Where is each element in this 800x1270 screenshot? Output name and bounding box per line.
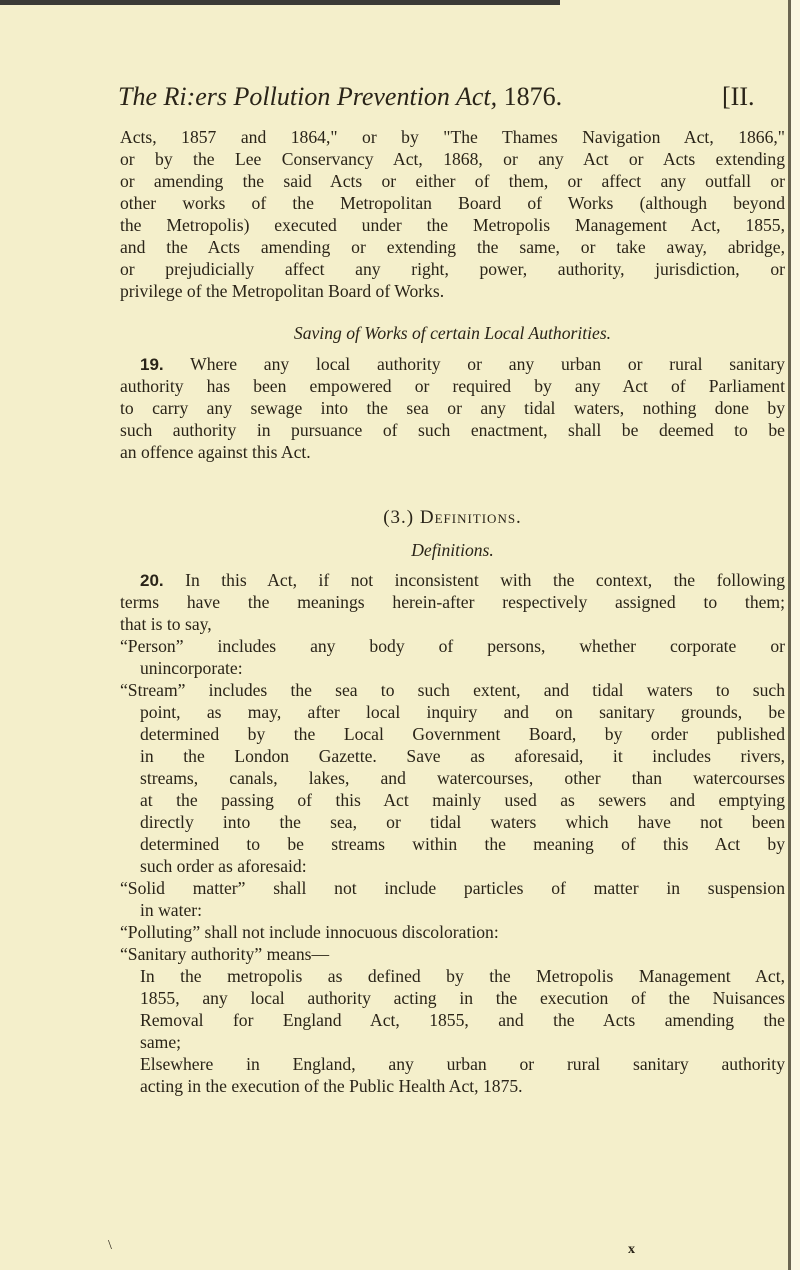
text-line: or prejudicially affect any right, power, authority, jurisdiction, or [120,259,785,279]
text-line: to carry any sewage into the sea or any tidal waters, nothing done by [120,398,785,418]
part-heading: (3.) Definitions. [383,507,522,528]
text-line: that is to say, [120,614,212,634]
definition-line: unincorporate: [140,658,243,678]
definition-line: determined by the Local Government Board, by order published [140,724,785,744]
header-title: The Ri:ers Pollution Prevention Act, [118,82,498,111]
page-margin [791,0,800,1270]
text-line: Elsewhere in England, any urban or rural sanitary authority [140,1054,785,1074]
definition-line: point, as may, after local inquiry and on sanitary grounds, be [140,702,785,722]
definition-line: such order as aforesaid: [140,856,307,876]
sub-heading: Definitions. [411,540,494,560]
running-header [118,82,788,112]
text-line: In this Act, if not inconsistent with the context, the following [185,570,785,590]
header-page-ref: [II. [722,82,755,111]
text-line: Where any local authority or any urban or rural sanitary [190,354,785,374]
text-line: same; [140,1032,182,1052]
text-line: acting in the execution of the Public Health Act, 1875. [140,1076,523,1096]
definition-line: “Stream” includes the sea to such extent, and tidal waters to such [120,680,785,700]
text-line: privilege of the Metropolitan Board of Works. [120,281,445,301]
text-line: authority has been empowered or required by any Act of Parliament [120,376,785,396]
definition-line: determined to be streams within the meaning of this Act by [140,834,785,854]
definition-line: “Polluting” shall not include innocuous discoloration: [120,922,499,942]
text-line: such authority in pursuance of such enactment, shall be deemed to be [120,420,785,440]
definition-line: “Solid matter” shall not include particles of matter in suspension [120,878,785,898]
text-line: terms have the meanings herein-after respectively assigned to them; [120,592,785,612]
page-mark: x [628,1242,635,1257]
definition-line: “Person” includes any body of persons, whether corporate or [120,636,785,656]
header-year: 1876. [503,82,563,111]
text-line: Removal for England Act, 1855, and the Acts amending the [140,1010,785,1030]
definition-line: at the passing of this Act mainly used as sewers and emptying [140,790,785,810]
text-line: an offence against this Act. [120,442,311,462]
text-line: the Metropolis) executed under the Metropolis Management Act, 1855, [120,215,785,235]
text-line: In the metropolis as defined by the Metropolis Management Act, [140,966,785,986]
scan-mark: \ [108,1238,112,1253]
section-number: 19. [140,355,164,374]
definition-line: in the London Gazette. Save as aforesaid, it includes rivers, [140,746,785,766]
text-line: or amending the said Acts or either of them, or affect any outfall or [120,171,785,191]
text-line: and the Acts amending or extending the same, or take away, abridge, [120,237,785,257]
text-line [140,569,785,592]
text-line: Acts, 1857 and 1864," or by "The Thames Navigation Act, 1866," [120,127,785,147]
section-number: 20. [140,571,164,590]
definition-line: in water: [140,900,203,920]
section-heading: Saving of Works of certain Local Authorities. [293,323,612,343]
scan-edge [0,0,560,5]
text-line: other works of the Metropolitan Board of Works (although beyond [120,193,785,213]
definition-line: “Sanitary authority” means— [120,944,330,964]
text-line: or by the Lee Conservancy Act, 1868, or any Act or Acts extending [120,149,785,169]
definition-line: directly into the sea, or tidal waters which have not been [140,812,785,832]
definition-line: streams, canals, lakes, and watercourses, other than watercourses [140,768,785,788]
text-line: 1855, any local authority acting in the execution of the Nuisances [140,988,785,1008]
text-line [140,353,785,376]
